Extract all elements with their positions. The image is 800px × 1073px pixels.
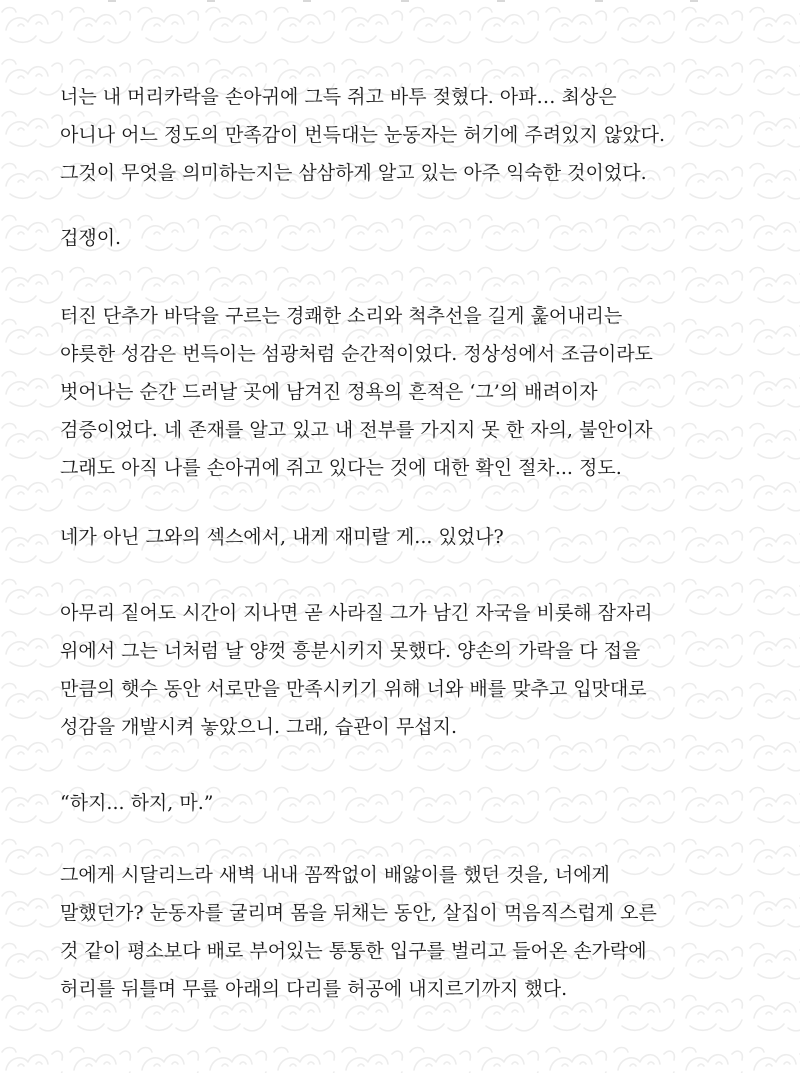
text-line: 아니나 어느 정도의 만족감이 번득대는 눈동자는 허기에 주려있지 않았다. xyxy=(60,124,665,146)
text-line: 야릇한 성감은 번득이는 섬광처럼 순간적이었다. 정상성에서 조금이라도 xyxy=(60,343,653,365)
paragraph xyxy=(60,784,790,822)
text-line: 만큼의 햇수 동안 서로만을 만족시키기 위해 너와 배를 맞추고 입맛대로 xyxy=(60,678,647,700)
paragraph xyxy=(60,219,790,257)
paragraph xyxy=(60,856,790,1008)
text-line: 겁쟁이. xyxy=(60,227,122,249)
text-line: “하지... 하지, 마.” xyxy=(60,792,214,814)
text-line: 말했던가? 눈동자를 굴리며 몸을 뒤채는 동안, 살집이 먹음직스럽게 오른 xyxy=(60,902,657,924)
text-line: 터진 단추가 바닥을 구르는 경쾌한 소리와 척추선을 길게 훑어내리는 xyxy=(60,305,623,327)
text-line: 너는 내 머리카락을 손아귀에 그득 쥐고 바투 젖혔다. 아파… 최상은 xyxy=(60,86,617,108)
paragraph xyxy=(60,518,790,556)
text-line: 허리를 뒤틀며 무릎 아래의 다리를 허공에 내지르기까지 했다. xyxy=(60,978,568,1000)
paragraph xyxy=(60,594,790,746)
text-line: 것 같이 평소보다 배로 부어있는 통통한 입구를 벌리고 들어온 손가락에 xyxy=(60,940,647,962)
text-line: 위에서 그는 너처럼 날 양껏 흥분시키지 못했다. 양손의 가락을 다 접을 xyxy=(60,640,641,662)
text-line: 그것이 무엇을 의미하는지는 삼삼하게 알고 있는 아주 익숙한 것이었다. xyxy=(60,162,647,184)
text-line: 그에게 시달리느라 새벽 내내 꼼짝없이 배앓이를 했던 것을, 너에게 xyxy=(60,864,610,886)
text-line: 성감을 개발시켜 놓았으니. 그래, 습관이 무섭지. xyxy=(60,716,458,738)
text-line: 검증이었다. 네 존재를 알고 있고 내 전부를 가지지 못 한 자의, 불안이자 xyxy=(60,419,653,441)
text-line: 벗어나는 순간 드러날 곳에 남겨진 정욕의 흔적은 ‘그’의 배려이자 xyxy=(60,381,598,403)
paragraph xyxy=(60,297,790,487)
paragraph xyxy=(60,78,790,192)
text-line: 네가 아닌 그와의 섹스에서, 내게 재미랄 게... 있었나? xyxy=(60,526,504,548)
text-line: 그래도 아직 나를 손아귀에 쥐고 있다는 것에 대한 확인 절차... 정도. xyxy=(60,457,622,479)
text-line: 아무리 짙어도 시간이 지나면 곧 사라질 그가 남긴 자국을 비롯해 잠자리 xyxy=(60,602,653,624)
